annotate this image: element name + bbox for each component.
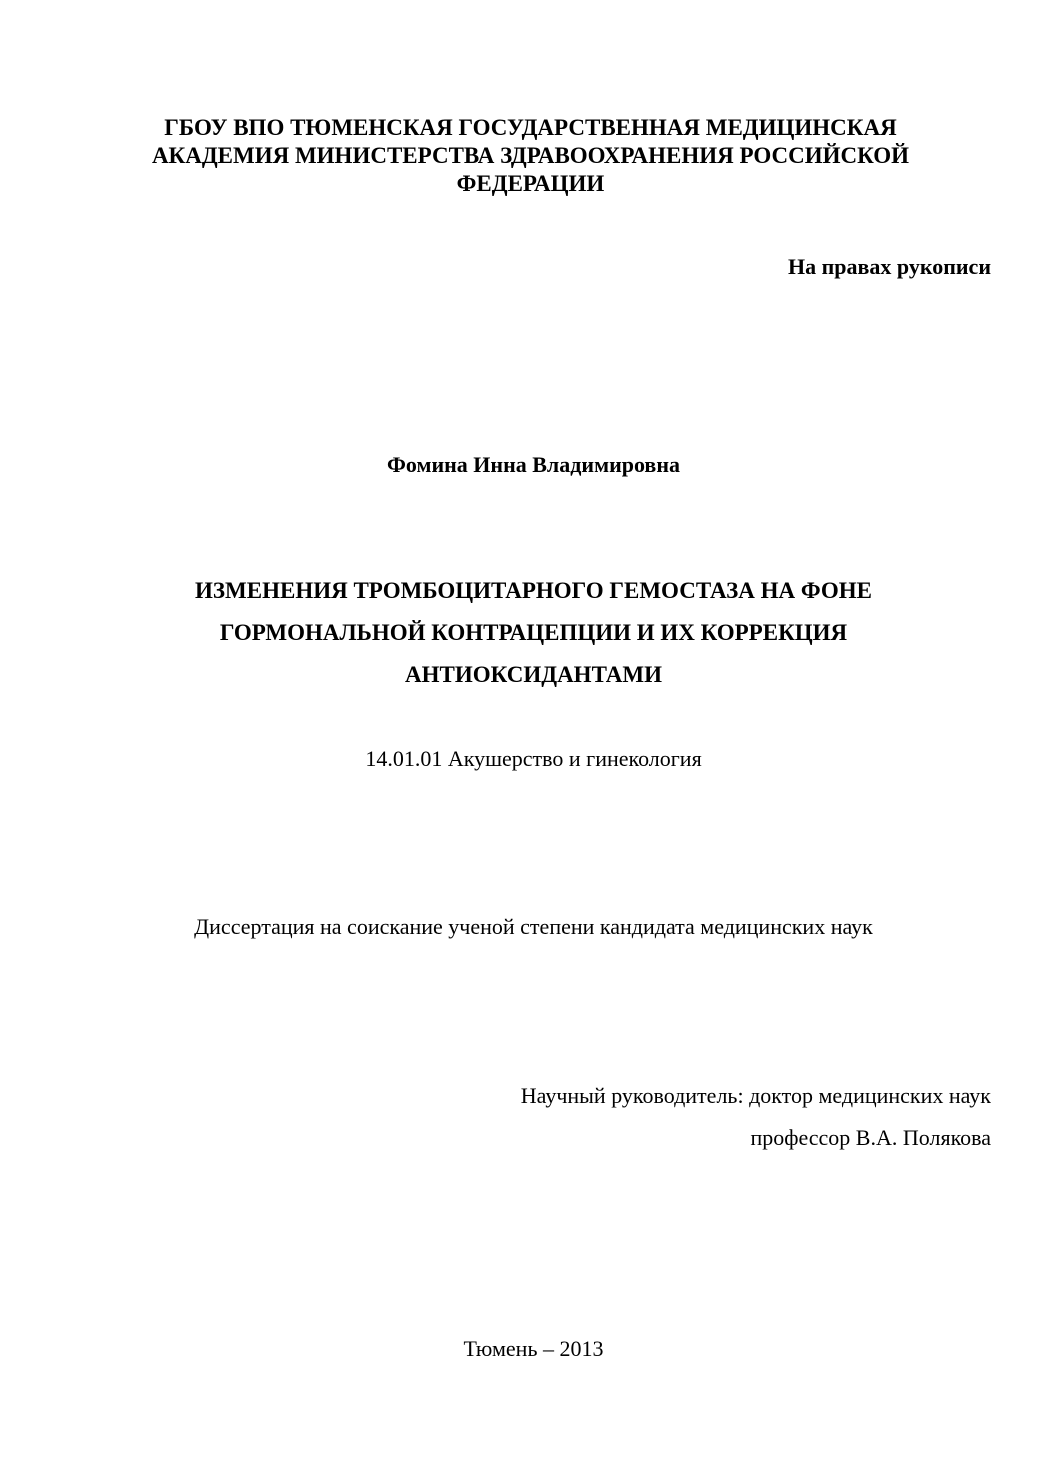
- specialty: 14.01.01 Акушерство и гинекология: [365, 746, 702, 771]
- thesis-title-line-3: АНТИОКСИДАНТАМИ: [405, 662, 662, 687]
- author-name: Фомина Инна Владимировна: [386, 452, 680, 477]
- rights-note: На правах рукописи: [787, 254, 991, 279]
- supervisor-line-1: Научный руководитель: доктор медицинских наук: [520, 1083, 991, 1108]
- thesis-title-line-2: ГОРМОНАЛЬНОЙ КОНТРАЦЕПЦИИ И ИХ КОРРЕКЦИЯ: [219, 620, 848, 645]
- supervisor-line-2: профессор В.А. Полякова: [750, 1125, 991, 1150]
- city-year: Тюмень – 2013: [463, 1336, 604, 1361]
- thesis-title-line-1: ИЗМЕНЕНИЯ ТРОМБОЦИТАРНОГО ГЕМОСТАЗА НА ФОНЕ: [195, 578, 872, 603]
- institution-line-2: АКАДЕМИЯ МИНИСТЕРСТВА ЗДРАВООХРАНЕНИЯ РОССИЙСКОЙ: [151, 143, 910, 168]
- institution-line-1: ГБОУ ВПО ТЮМЕНСКАЯ ГОСУДАРСТВЕННАЯ МЕДИЦИНСКАЯ: [164, 115, 897, 140]
- institution-line-3: ФЕДЕРАЦИИ: [456, 171, 605, 196]
- thesis-type: Диссертация на соискание ученой степени кандидата медицинских наук: [194, 914, 873, 939]
